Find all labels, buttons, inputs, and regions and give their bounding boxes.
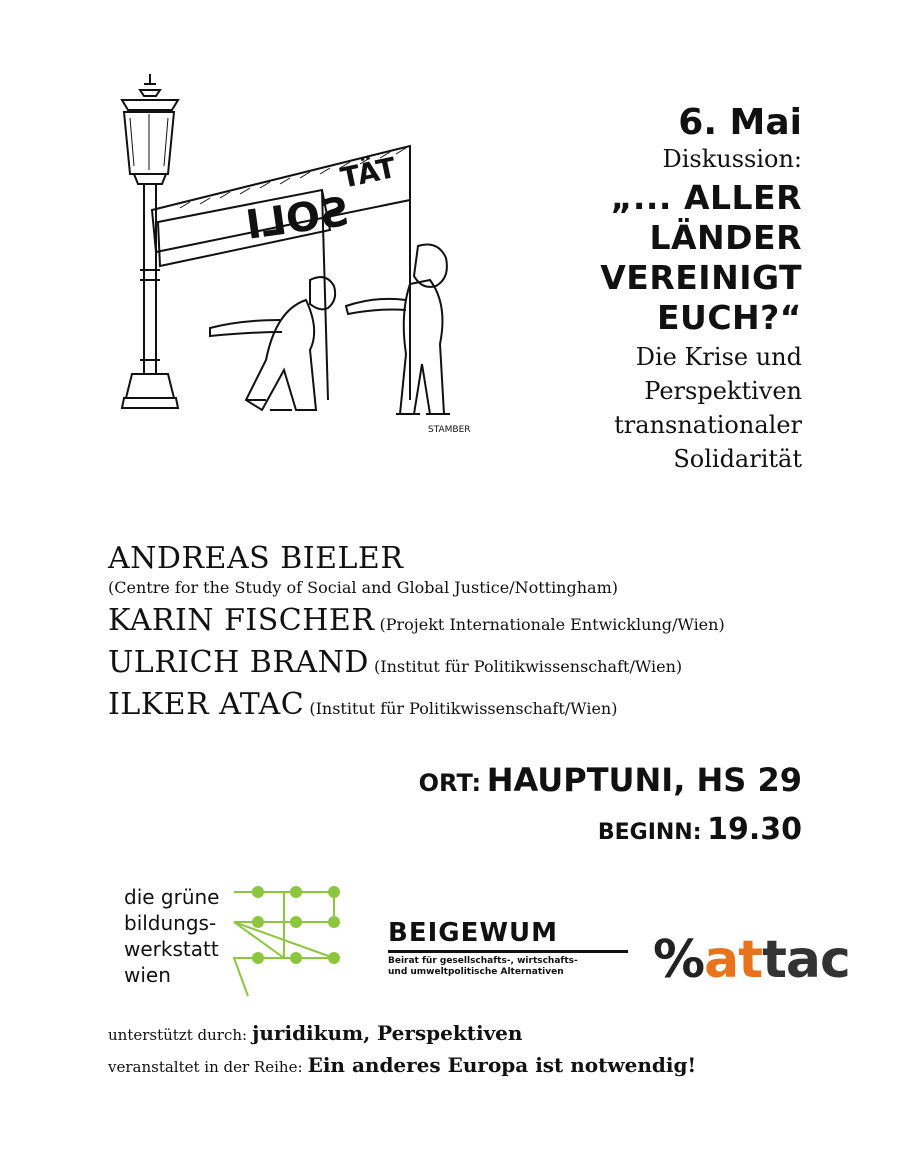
venue-info (419, 758, 802, 856)
subtitle-line: transnationaler (614, 411, 802, 439)
gbw-line: werkstatt (124, 937, 219, 961)
speaker-affiliation: (Institut für Politikwissenschaft/Wien) (374, 657, 683, 676)
subtitle-line: Die Krise und (635, 343, 802, 371)
start-value: 19.30 (707, 812, 802, 847)
venue-location-row (419, 758, 802, 808)
speaker-entry (108, 602, 828, 644)
speaker-name: KARIN FISCHER (108, 603, 375, 638)
attac-logo (653, 930, 850, 990)
start-label: BEGINN: (597, 820, 702, 845)
beigewum-subtitle (388, 956, 628, 978)
speaker-name: ILKER ATAC (108, 687, 305, 722)
event-date: 6. Mai (678, 102, 802, 143)
speaker-name: ULRICH BRAND (108, 645, 369, 680)
event-kicker: Diskussion: (662, 145, 802, 173)
speaker-entry (108, 686, 828, 728)
beigewum-logo (388, 918, 628, 978)
attac-percent: % (653, 930, 705, 990)
support-value: juridikum, Perspektiven (252, 1021, 523, 1045)
support-line (108, 1018, 696, 1050)
banner-text: SOLI (243, 188, 352, 249)
speaker-entry (108, 540, 828, 582)
location-label: ORT: (418, 769, 482, 797)
speaker-affiliation: (Centre for the Study of Social and Global Justice/Nottingham) (108, 578, 618, 597)
gbw-wordmark (124, 884, 220, 988)
support-label: unterstützt durch: (108, 1026, 248, 1044)
headline-line: VEREINIGT (600, 258, 802, 297)
subtitle-line: Perspektiven (644, 377, 802, 405)
gbw-line: bildungs- (124, 911, 217, 935)
beigewum-sub-line: und umweltpolitische Alternativen (388, 967, 564, 977)
event-headline (600, 178, 802, 338)
gbw-line: die grüne (124, 885, 220, 909)
gbw-line: wien (124, 963, 171, 987)
attac-tac: tac (762, 930, 850, 990)
artist-signature: STAMBER (428, 425, 471, 435)
venue-time-row (419, 808, 802, 856)
headline-line: LÄNDER (649, 218, 802, 257)
footer-credits (108, 1018, 696, 1082)
cartoon-drawing (110, 70, 510, 460)
speaker-entry (108, 644, 828, 686)
speaker-affiliation: (Institut für Politikwissenschaft/Wien) (309, 699, 618, 718)
sponsor-logos (108, 878, 850, 1008)
headline-line: „... ALLER (610, 178, 802, 217)
speaker-affiliation: (Projekt Internationale Entwicklung/Wien) (379, 615, 725, 634)
banner-text-2: TÄT (337, 150, 399, 195)
series-label: veranstaltet in der Reihe: (108, 1058, 303, 1076)
speaker-list (108, 540, 828, 728)
attac-at: at (704, 930, 763, 990)
location-value: HAUPTUNI, HS 29 (486, 761, 802, 799)
speaker-name: ANDREAS BIELER (108, 541, 404, 576)
headline-line: EUCH?“ (656, 298, 802, 337)
event-header (600, 102, 802, 476)
series-line (108, 1050, 696, 1082)
cartoon-illustration (110, 70, 510, 460)
beigewum-title: BEIGEWUM (388, 918, 628, 953)
series-value: Ein anderes Europa ist notwendig! (307, 1053, 697, 1077)
beigewum-sub-line: Beirat für gesellschafts-, wirtschafts- (388, 956, 578, 966)
subtitle-line: Solidarität (673, 445, 802, 473)
gruene-bildungswerkstatt-logo (108, 878, 358, 1003)
event-subtitle (600, 340, 802, 476)
